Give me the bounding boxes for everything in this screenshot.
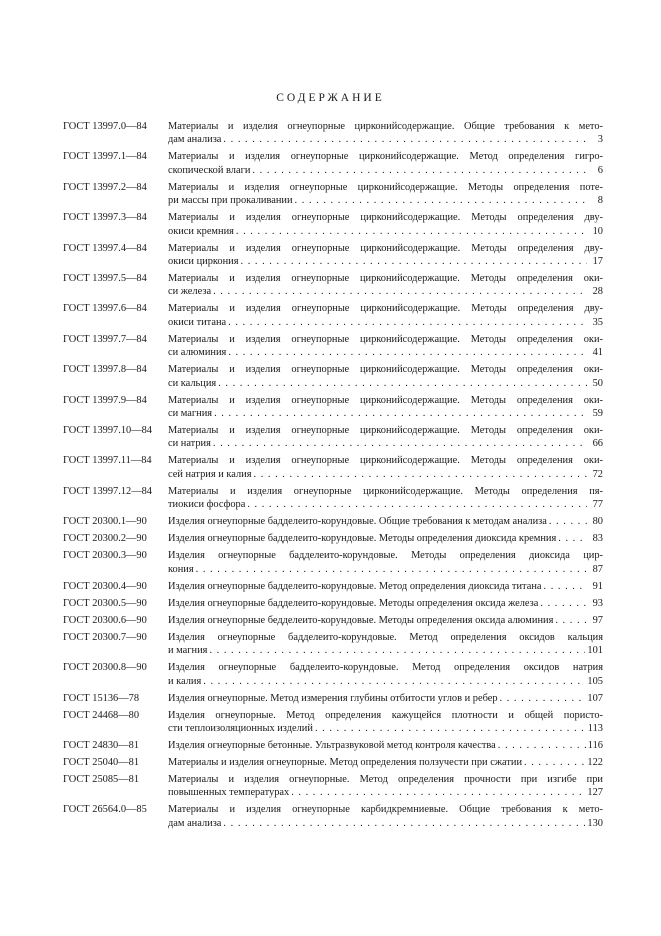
toc-entry <box>63 242 603 269</box>
description-last-line <box>168 285 603 298</box>
description-last-line <box>168 437 603 450</box>
dot-leader <box>549 515 587 528</box>
dot-leader <box>498 739 586 752</box>
standard-code: ГОСТ 20300.2—90 <box>63 533 147 545</box>
description-last-line <box>168 133 603 146</box>
page-number: 6 <box>597 164 603 176</box>
description-line: Изделия огнеупорные. Метод измерения глубины отбитости углов и ребер <box>168 692 498 704</box>
standard-code: ГОСТ 13997.7—84 <box>63 333 147 345</box>
description-line: Материалы и изделия огнеупорные цирконийсодержащие. Методы определения поте- <box>168 181 603 193</box>
description-line: Изделия огнеупорные бадделеито-корундовые. Метод определения оксидов кальция <box>168 631 603 643</box>
dot-leader <box>540 597 587 610</box>
entry-description <box>168 773 603 800</box>
description-last-line <box>168 225 603 238</box>
description-last-line <box>168 194 603 207</box>
description-last-line <box>168 164 603 177</box>
description-last-line <box>168 786 603 799</box>
page-number: 17 <box>592 256 603 268</box>
dot-leader <box>223 817 585 830</box>
standard-code: ГОСТ 20300.1—90 <box>63 516 147 528</box>
description-line: Материалы и изделия огнеупорные цирконийсодержащие. Метод определения гигро- <box>168 151 603 163</box>
entry-description <box>168 515 603 528</box>
description-line: си натрия <box>168 438 211 450</box>
description-last-line <box>168 644 603 657</box>
description-line: Изделия огнеупорные бадделеито-корундовые. Методы определения диоксида цир- <box>168 550 603 562</box>
page-title: СОДЕРЖАНИЕ <box>276 92 385 104</box>
description-last-line <box>168 614 603 627</box>
standard-code: ГОСТ 13997.9—84 <box>63 394 147 406</box>
description-last-line <box>168 580 603 593</box>
toc-entry <box>63 773 603 800</box>
description-line: Материалы и изделия огнеупорные цирконийсодержащие. Методы определения пя- <box>168 485 603 497</box>
entry-description <box>168 803 603 830</box>
page-number: 107 <box>587 692 603 704</box>
description-last-line <box>168 563 603 576</box>
toc-entry <box>63 485 603 512</box>
entry-description <box>168 272 603 299</box>
description-line: Материалы и изделия огнеупорные цирконийсодержащие. Общие требования к мето- <box>168 121 603 132</box>
page-number: 101 <box>587 645 603 657</box>
dot-leader <box>295 194 587 207</box>
dot-leader <box>558 532 587 545</box>
dot-leader <box>252 164 587 177</box>
description-line: повышенных температурах <box>168 787 290 799</box>
dot-leader <box>524 756 585 769</box>
page-number: 66 <box>592 438 603 450</box>
entry-description <box>168 454 603 481</box>
description-last-line <box>168 739 603 752</box>
toc-entry <box>63 692 603 705</box>
description-last-line <box>168 346 603 359</box>
toc-entry <box>63 150 603 177</box>
dot-leader <box>500 692 586 705</box>
entry-description <box>168 333 603 360</box>
description-last-line <box>168 692 603 705</box>
dot-leader <box>214 407 587 420</box>
toc-entry <box>63 394 603 421</box>
entry-description <box>168 709 603 736</box>
page-number: 130 <box>587 817 603 829</box>
dot-leader <box>315 722 586 735</box>
toc-entry <box>63 302 603 329</box>
entry-description <box>168 661 603 688</box>
dot-leader <box>213 437 587 450</box>
dot-leader <box>247 498 587 511</box>
standard-code: ГОСТ 20300.3—90 <box>63 550 147 562</box>
page-number: 50 <box>592 377 603 389</box>
entry-description <box>168 485 603 512</box>
toc-entry <box>63 424 603 451</box>
page-number: 116 <box>587 739 603 751</box>
page-number: 87 <box>592 563 603 575</box>
page-number: 41 <box>592 347 603 359</box>
dot-leader <box>213 285 587 298</box>
description-line: Материалы и изделия огнеупорные цирконийсодержащие. Методы определения дву- <box>168 303 603 315</box>
description-last-line <box>168 316 603 329</box>
entry-description <box>168 302 603 329</box>
toc-entry <box>63 454 603 481</box>
table-of-contents <box>63 120 603 834</box>
dot-leader <box>203 675 585 688</box>
description-line: Материалы и изделия огнеупорные карбидкремниевые. Общие требования к мето- <box>168 804 603 816</box>
description-line: окиси титана <box>168 316 227 328</box>
description-line: Изделия огнеупорные. Метод определения кажущейся плотности и общей пористо- <box>168 709 603 721</box>
page-number: 93 <box>592 597 603 609</box>
toc-entry <box>63 756 603 769</box>
description-line: тиокиси фосфора <box>168 499 246 511</box>
standard-code: ГОСТ 15136—78 <box>63 692 140 704</box>
page-number: 10 <box>592 225 603 237</box>
description-line: ри массы при прокаливании <box>168 195 293 207</box>
description-line: сей натрия и калия <box>168 468 252 480</box>
entry-description <box>168 363 603 390</box>
standard-code: ГОСТ 26564.0—85 <box>63 804 147 816</box>
standard-code: ГОСТ 13997.6—84 <box>63 303 147 315</box>
page-number: 59 <box>592 408 603 420</box>
toc-entry <box>63 272 603 299</box>
page-number: 3 <box>597 134 603 146</box>
entry-description <box>168 120 603 147</box>
page-number: 8 <box>597 195 603 207</box>
entry-description <box>168 756 603 769</box>
standard-code: ГОСТ 20300.5—90 <box>63 597 147 609</box>
standard-code: ГОСТ 13997.8—84 <box>63 364 147 376</box>
standard-code: ГОСТ 24830—81 <box>63 739 140 751</box>
description-line: Материалы и изделия огнеупорные цирконийсодержащие. Методы определения оки- <box>168 364 603 376</box>
standard-code: ГОСТ 13997.1—84 <box>63 151 147 163</box>
description-line: Изделия огнеупорные бедделеито-корундовые. Методы определения оксида алюминия <box>168 614 554 626</box>
toc-entry <box>63 739 603 752</box>
dot-leader <box>196 563 587 576</box>
description-line: и калия <box>168 675 202 687</box>
description-line: си магния <box>168 408 213 420</box>
standard-code: ГОСТ 13997.5—84 <box>63 273 147 285</box>
dot-leader <box>228 346 587 359</box>
entry-description <box>168 614 603 627</box>
page-number: 91 <box>592 580 603 592</box>
dot-leader <box>236 225 587 238</box>
page-number: 72 <box>592 468 603 480</box>
page-number: 28 <box>592 286 603 298</box>
page-number: 35 <box>592 316 603 328</box>
description-last-line <box>168 597 603 610</box>
standard-code: ГОСТ 25085—81 <box>63 773 140 785</box>
entry-description <box>168 181 603 208</box>
toc-entry <box>63 614 603 627</box>
entry-description <box>168 692 603 705</box>
description-line: окиси циркония <box>168 256 239 268</box>
description-line: си алюминия <box>168 347 227 359</box>
description-line: Материалы и изделия огнеупорные цирконийсодержащие. Методы определения дву- <box>168 242 603 254</box>
page-number: 80 <box>592 516 603 528</box>
standard-code: ГОСТ 24468—80 <box>63 709 140 721</box>
description-line: Материалы и изделия огнеупорные цирконийсодержащие. Методы определения оки- <box>168 425 603 437</box>
description-last-line <box>168 817 603 830</box>
description-line: дам анализа <box>168 817 222 829</box>
dot-leader <box>209 644 585 657</box>
page-number: 83 <box>592 533 603 545</box>
dot-leader <box>218 377 587 390</box>
toc-entry <box>63 532 603 545</box>
toc-entry <box>63 580 603 593</box>
description-line: си кальция <box>168 377 217 389</box>
entry-description <box>168 549 603 576</box>
standard-code: ГОСТ 13997.3—84 <box>63 212 147 224</box>
entry-description <box>168 597 603 610</box>
description-last-line <box>168 407 603 420</box>
standard-code: ГОСТ 13997.0—84 <box>63 121 147 132</box>
description-line: Изделия огнеупорные бадделеито-корундовые. Общие требования к методам анализа <box>168 516 547 528</box>
description-line: Материалы и изделия огнеупорные. Метод определения прочности при изгибе при <box>168 773 603 785</box>
entry-description <box>168 631 603 658</box>
standard-code: ГОСТ 13997.12—84 <box>63 485 153 497</box>
toc-entry <box>63 549 603 576</box>
dot-leader <box>241 255 587 268</box>
page-number: 97 <box>592 614 603 626</box>
entry-description <box>168 150 603 177</box>
entry-description <box>168 211 603 238</box>
description-line: си железа <box>168 286 212 298</box>
description-line: Материалы и изделия огнеупорные цирконийсодержащие. Методы определения оки- <box>168 333 603 345</box>
page-number: 122 <box>587 756 603 768</box>
description-line: Материалы и изделия огнеупорные цирконийсодержащие. Методы определения оки- <box>168 273 603 285</box>
description-line: сти теплоизоляционных изделий <box>168 722 313 734</box>
description-line: кония <box>168 563 194 575</box>
entry-description <box>168 394 603 421</box>
standard-code: ГОСТ 13997.11—84 <box>63 455 152 467</box>
toc-entry <box>63 631 603 658</box>
description-line: Материалы и изделия огнеупорные цирконийсодержащие. Методы определения оки- <box>168 394 603 406</box>
dot-leader <box>291 786 585 799</box>
entry-description <box>168 532 603 545</box>
dot-leader <box>254 468 588 481</box>
description-last-line <box>168 255 603 268</box>
standard-code: ГОСТ 20300.7—90 <box>63 631 147 643</box>
standard-code: ГОСТ 20300.6—90 <box>63 614 147 626</box>
toc-entry <box>63 803 603 830</box>
dot-leader <box>544 580 588 593</box>
entry-description <box>168 242 603 269</box>
description-line: Изделия огнеупорные бетонные. Ультразвуковой метод контроля качества <box>168 739 496 751</box>
description-last-line <box>168 675 603 688</box>
toc-entry <box>63 515 603 528</box>
description-line: Материалы и изделия огнеупорные цирконийсодержащие. Методы определения дву- <box>168 212 603 224</box>
standard-code: ГОСТ 25040—81 <box>63 756 140 768</box>
description-last-line <box>168 515 603 528</box>
description-line: Изделия огнеупорные бадделеито-корундовые. Метод определения диоксида титана <box>168 580 542 592</box>
description-line: Изделия огнеупорные бадделеито-корундовые. Методы определения диоксида кремния <box>168 533 557 545</box>
description-last-line <box>168 722 603 735</box>
dot-leader <box>223 133 587 146</box>
description-line: и магния <box>168 645 208 657</box>
description-line: Изделия огнеупорные бадделеито-корундовые. Методы определения оксида железа <box>168 597 539 609</box>
description-last-line <box>168 377 603 390</box>
entry-description <box>168 580 603 593</box>
entry-description <box>168 739 603 752</box>
standard-code: ГОСТ 13997.2—84 <box>63 181 147 193</box>
dot-leader <box>555 614 587 627</box>
standard-code: ГОСТ 13997.4—84 <box>63 242 147 254</box>
description-last-line <box>168 532 603 545</box>
toc-entry <box>63 333 603 360</box>
page-number: 127 <box>587 787 603 799</box>
description-last-line <box>168 468 603 481</box>
description-line: скопической влаги <box>168 164 251 176</box>
toc-entry <box>63 661 603 688</box>
dot-leader <box>228 316 587 329</box>
toc-entry <box>63 363 603 390</box>
entry-description <box>168 424 603 451</box>
page-number: 113 <box>587 722 603 734</box>
description-last-line <box>168 756 603 769</box>
standard-code: ГОСТ 20300.4—90 <box>63 580 147 592</box>
description-line: Материалы и изделия огнеупорные. Метод определения ползучести при сжатии <box>168 756 523 768</box>
standard-code: ГОСТ 20300.8—90 <box>63 662 147 674</box>
toc-entry <box>63 120 603 147</box>
description-line: окиси кремния <box>168 225 234 237</box>
description-last-line <box>168 498 603 511</box>
toc-entry <box>63 597 603 610</box>
page-number: 77 <box>592 499 603 511</box>
toc-entry <box>63 211 603 238</box>
description-line: Изделия огнеупорные бадделеито-корундовые. Метод определения оксидов натрия <box>168 662 603 674</box>
page-number: 105 <box>587 675 603 687</box>
description-line: Материалы и изделия огнеупорные цирконийсодержащие. Методы определения оки- <box>168 455 603 467</box>
toc-entry <box>63 181 603 208</box>
toc-entry <box>63 709 603 736</box>
standard-code: ГОСТ 13997.10—84 <box>63 425 153 437</box>
description-line: дам анализа <box>168 134 222 146</box>
